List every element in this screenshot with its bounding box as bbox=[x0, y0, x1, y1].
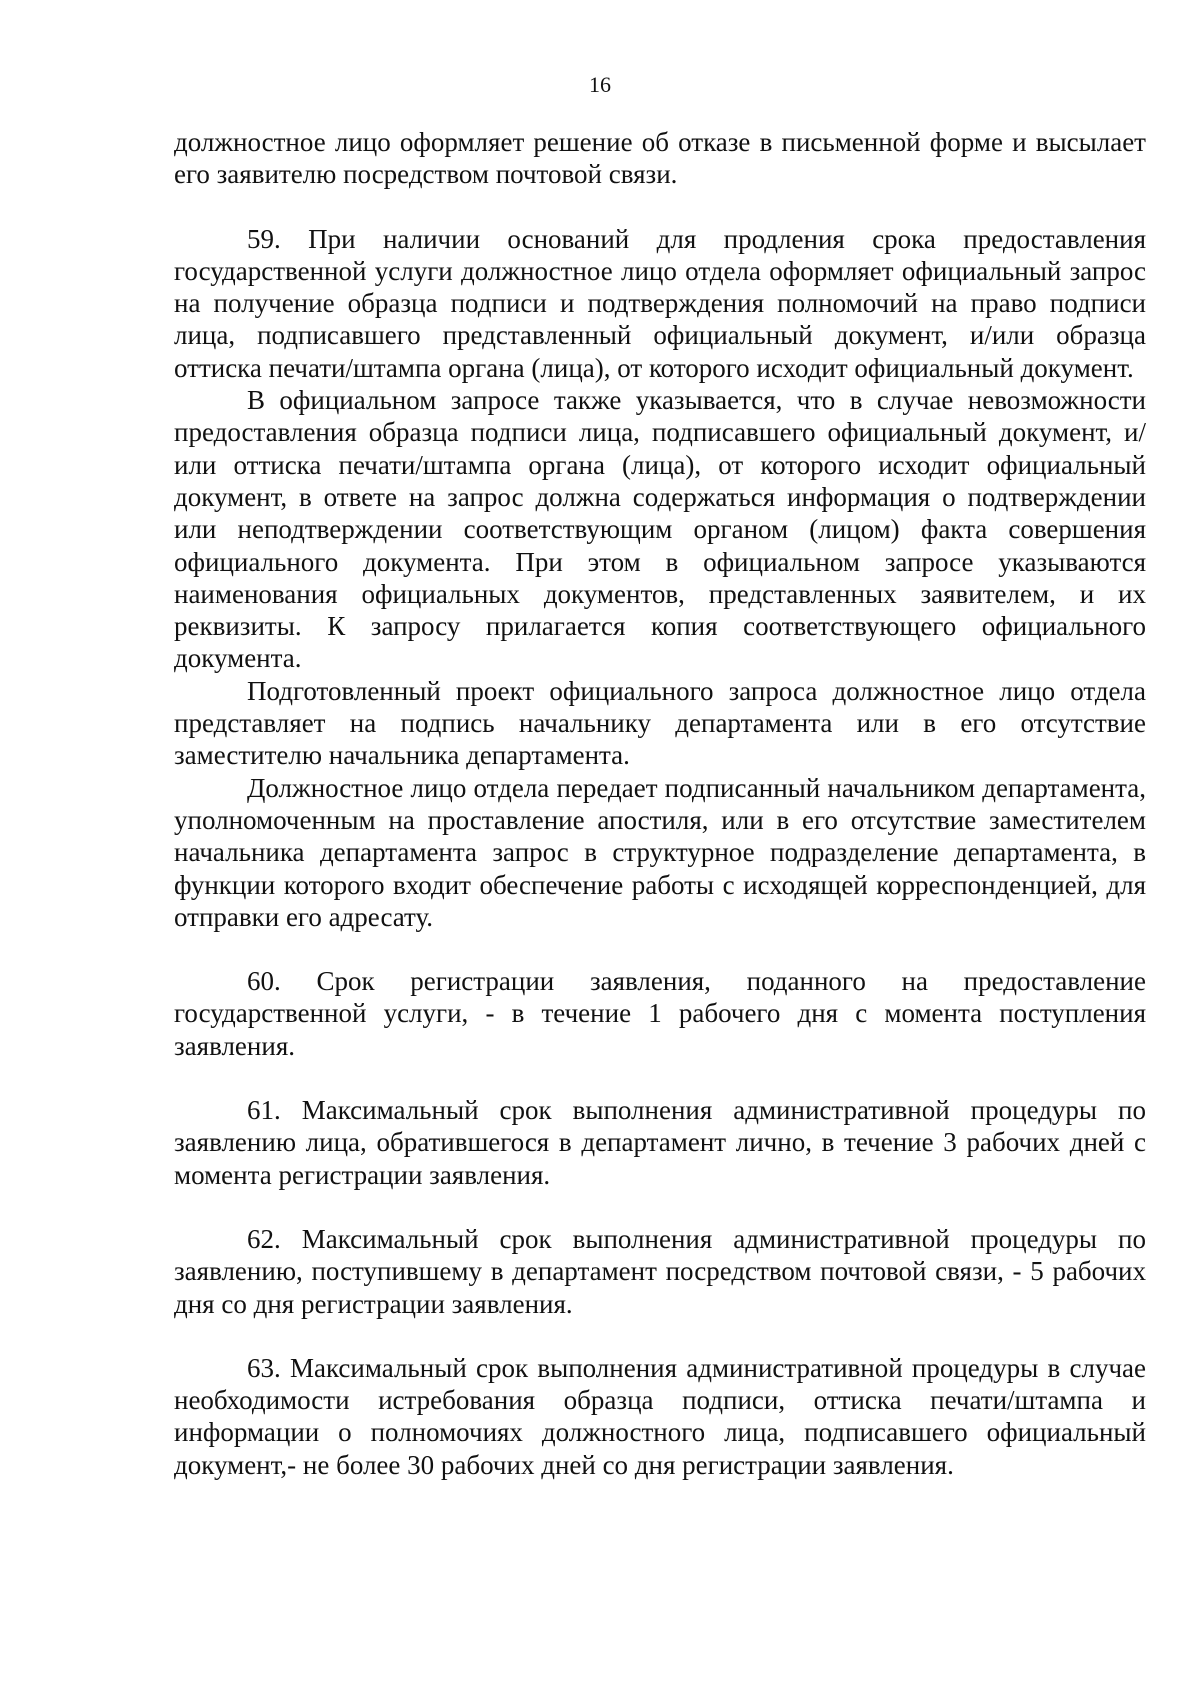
paragraph-59: 59. При наличии оснований для продления срока предоставления государственной услуги должностное лицо отдела оформляет официальный запрос на получение образца подписи и подтверждения полномочий на право подписи лица, подписавшего представленный официальный документ, и/или образца оттиска печати/штампа органа (лица), от которого исходит официальный документ. bbox=[174, 223, 1146, 383]
document-body bbox=[174, 126, 1146, 1481]
page-number: 16 bbox=[589, 72, 611, 97]
paragraph-59-send-request: Должностное лицо отдела передает подписанный начальником департамента, уполномоченным на проставление апостиля, или в его отсутствие заместителем начальника департамента запрос в структурное подразделение департамента, в функции которого входит обеспечение работы с исходящей корреспонденцией, для отправки его адресату. bbox=[174, 772, 1146, 932]
paragraph-61: 61. Максимальный срок выполнения административной процедуры по заявлению лица, обратившегося в департамент лично, в течение 3 рабочих дней с момента регистрации заявления. bbox=[174, 1095, 1146, 1190]
paragraph-62: 62. Максимальный срок выполнения административной процедуры по заявлению, поступившему в департамент посредством почтовой связи, - 5 рабочих дня со дня регистрации заявления. bbox=[174, 1223, 1146, 1319]
paragraph-60: 60. Срок регистрации заявления, поданного на предоставление государственной услуги, - в течение 1 рабочего дня с момента поступления заявления. bbox=[174, 966, 1146, 1061]
paragraph-59-request-content: В официальном запросе также указывается, что в случае невозможности предоставления образца подписи лица, подписавшего официальный документ, и/или оттиска печати/штампа органа (лица), от которого исходит официальный документ, в ответе на запрос должна содержаться информация о подтверждении или неподтверждении соответствующим органом (лицом) факта совершения официального документа. При этом в официальном запросе указываются наименования официальных документов, представленных заявителем, и их реквизиты. К запросу прилагается копия соответствующего официального документа. bbox=[174, 385, 1146, 674]
paragraph-continuation: должностное лицо оформляет решение об отказе в письменной форме и высылает его заявителю посредством почтовой связи. bbox=[174, 127, 1146, 190]
paragraph-59-draft-request: Подготовленный проект официального запроса должностное лицо отдела представляет на подпись начальнику департамента или в его отсутствие заместителю начальника департамента. bbox=[174, 675, 1146, 771]
paragraph-63: 63. Максимальный срок выполнения административной процедуры в случае необходимости истребования образца подписи, оттиска печати/штампа и информации о полномочиях должностного лица, подписавшего официальный документ,- не более 30 рабочих дней со дня регистрации заявления. bbox=[174, 1352, 1146, 1480]
